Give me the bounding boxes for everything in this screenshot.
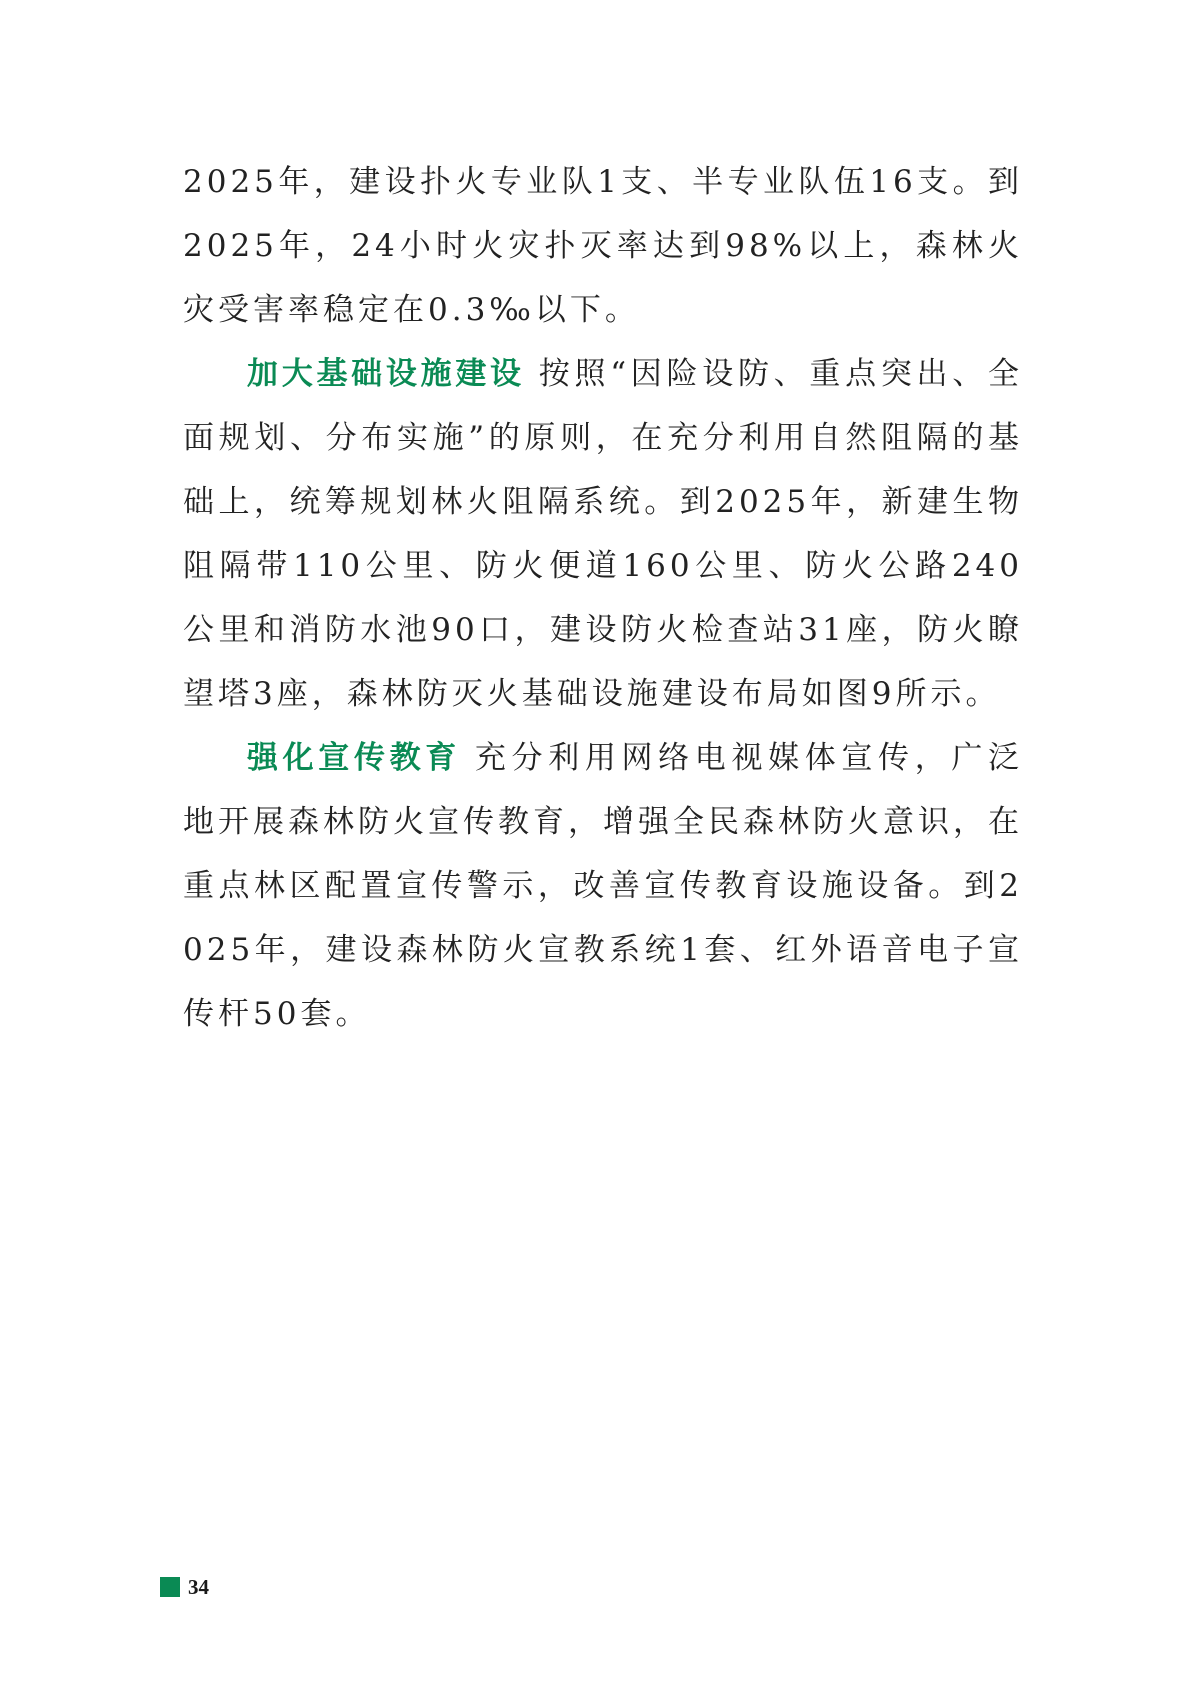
section-heading-infrastructure: 加大基础设施建设 <box>247 356 525 392</box>
paragraph-text: 充分利用网络电视媒体宣传，广泛地开展森林防火宣传教育，增强全民森林防火意识，在重点林区配置宣传警示，改善宣传教育设施设备。到2025年，建设森林防火宣教系统1套、红外语音电子宣传杆50套。 <box>183 740 1024 1032</box>
paragraph-text: 按照“因险设防、重点突出、全面规划、分布实施”的原则，在充分利用自然阻隔的基础上，统筹规划林火阻隔系统。到2025年，新建生物阻隔带110公里、防火便道160公里、防火公路240公里和消防水池90口，建设防火检查站31座，防火瞭望塔3座，森林防灭火基础设施建设布局如图9所示。 <box>183 356 1024 712</box>
paragraph-infrastructure <box>183 342 1023 726</box>
paragraph-education <box>183 726 1023 1046</box>
paragraph-fire-teams <box>183 150 1023 342</box>
section-heading-education: 强化宣传教育 <box>247 740 461 776</box>
paragraph-text: 2025年，建设扑火专业队1支、半专业队伍16支。到2025年，24小时火灾扑灭率达到98%以上，森林火灾受害率稳定在0.3‰以下。 <box>183 164 1023 328</box>
page-marker-square-icon <box>160 1577 180 1597</box>
page-body <box>183 150 1023 1046</box>
page-number: 34 <box>188 1574 209 1599</box>
page-footer <box>160 1575 209 1599</box>
